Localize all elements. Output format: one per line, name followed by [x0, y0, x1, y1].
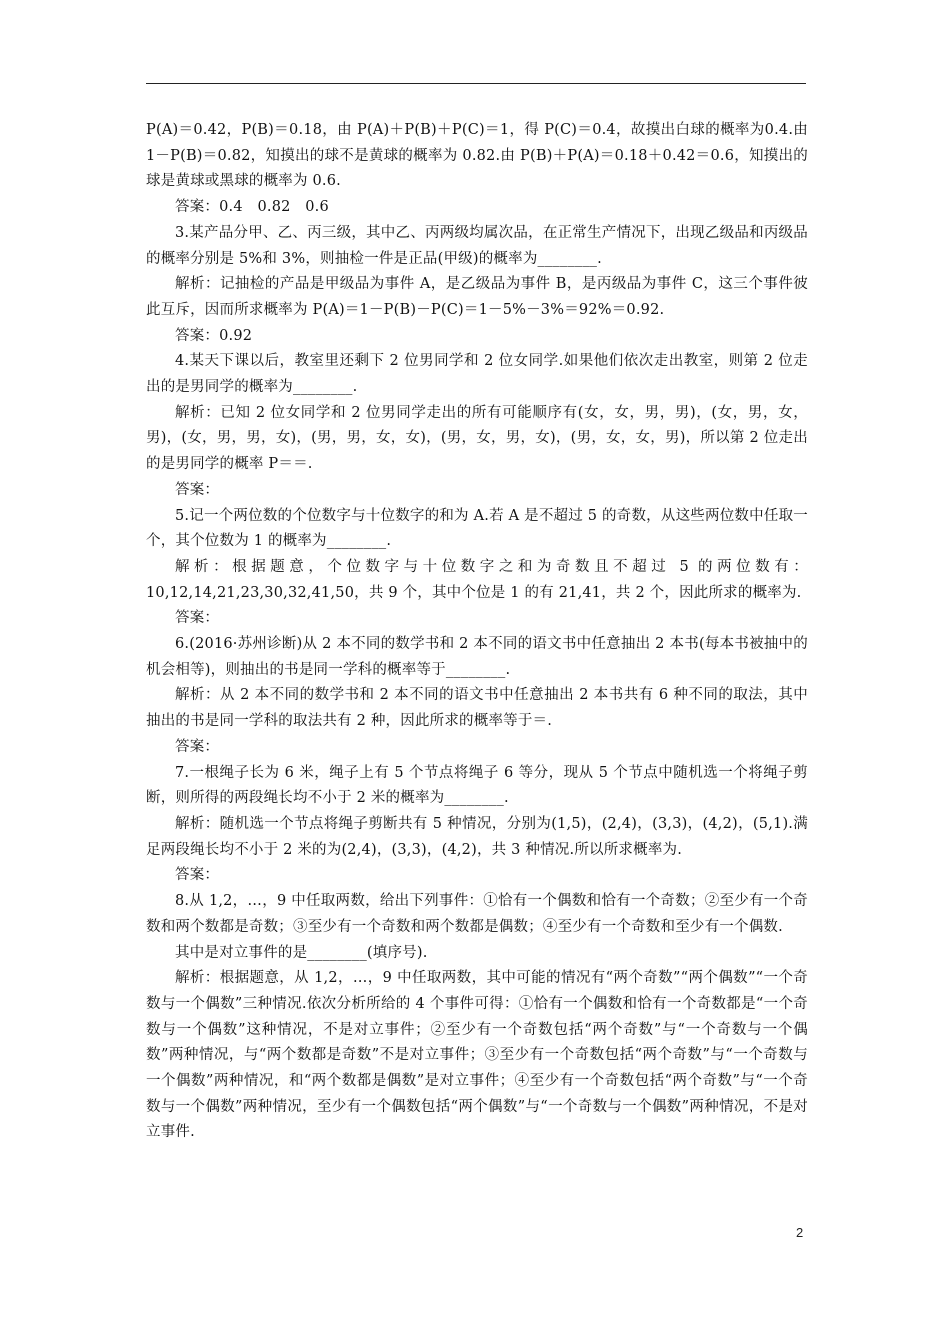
- q3-answer: 答案：0.92: [175, 327, 253, 344]
- q8-question: 8.从 1,2，…，9 中任取两数，给出下列事件：①恰有一个偶数和恰有一个奇数；②至少有一个奇数和两个数都是奇数；③至少有一个奇数和两个数都是偶数；④至少有一个奇数和至少有一个偶数.: [146, 893, 808, 935]
- q4-answer: 答案：: [175, 481, 220, 498]
- q8-solution: 解析：根据题意，从 1,2，…，9 中任取两数，其中可能的情况有“两个奇数”“两个偶数”“一个奇数与一个偶数”三种情况.依次分析所给的 4 个事件可得：①恰有一个偶数和恰有一个奇数都是“一个奇数与一个偶数”这种情况，不是对立事件；②至少有一个奇数包括“两个奇数”与“一个奇数与一个偶数”两种情况，与“两个数都是奇数”不是对立事件；③至少有一个奇数包括“两个奇数”与“一个奇数与一个偶数”两种情况，和“两个数都是偶数”是对立事件；④至少有一个奇数包括“两个奇数”与“一个奇数与一个偶数”两种情况，至少有一个偶数包括“两个偶数”与“一个奇数与一个偶数”两种情况，不是对立事件.: [146, 970, 808, 1141]
- q8-prompt: 其中是对立事件的是________(填序号).: [175, 944, 428, 961]
- q6-answer: 答案：: [175, 738, 220, 755]
- q5-solution: 解析：根据题意，个位数字与十位数字之和为奇数且不超过 5 的两位数有：10,12,14,21,23,30,32,41,50，共 9 个，其中个位是 1 的有 21,41，共 2 个，因此所求的概率为.: [146, 558, 808, 601]
- q3-question: 3.某产品分甲、乙、丙三级，其中乙、丙两级均属次品，在正常生产情况下，出现乙级品和丙级品的概率分别是 5%和 3%，则抽检一件是正品(甲级)的概率为________.: [146, 224, 808, 267]
- header-rule: [146, 83, 806, 84]
- q5-answer: 答案：: [175, 610, 220, 627]
- q3-solution: 解析：记抽检的产品是甲级品为事件 A，是乙级品为事件 B，是丙级品为事件 C，这三个事件彼此互斥，因而所求概率为 P(A)＝1－P(B)－P(C)＝1－5%－3%＝92%＝0.92.: [146, 276, 808, 318]
- q6-solution: 解析：从 2 本不同的数学书和 2 本不同的语文书中任意抽出 2 本书共有 6 种不同的取法，其中抽出的书是同一学科的取法共有 2 种，因此所求的概率等于＝.: [146, 687, 808, 730]
- q5-question: 5.记一个两位数的个位数字与十位数字的和为 A.若 A 是不超过 5 的奇数，从这些两位数中任取一个，其个位数为 1 的概率为________.: [146, 507, 808, 550]
- q6-question: 6.(2016·苏州诊断)从 2 本不同的数学书和 2 本不同的语文书中任意抽出 2 本书(每本书被抽中的机会相等)，则抽出的书是同一学科的概率等于________.: [146, 636, 808, 678]
- q4-solution: 解析：已知 2 位女同学和 2 位男同学走出的所有可能顺序有(女，女，男，男)，(女，男，女，男)，(女，男，男，女)，(男，男，女，女)，(男，女，男，女)，(男，女，女，男)，所以第 2 位走出的是男同学的概率 P＝＝.: [146, 404, 808, 473]
- q7-question: 7.一根绳子长为 6 米，绳子上有 5 个节点将绳子 6 等分，现从 5 个节点中随机选一个将绳子剪断，则所得的两段绳长均不小于 2 米的概率为________.: [146, 764, 808, 807]
- q7-answer: 答案：: [175, 867, 220, 884]
- q7-solution: 解析：随机选一个节点将绳子剪断共有 5 种情况，分别为(1,5)，(2,4)，(3,3)，(4,2)，(5,1).满足两段绳长均不小于 2 米的为(2,4)，(3,3)，(4,2)，共 3 种情况.所以所求概率为.: [146, 815, 808, 858]
- page-number: 2: [796, 1225, 804, 1240]
- page-body: [146, 118, 808, 1146]
- q4-question: 4.某天下课以后，教室里还剩下 2 位男同学和 2 位女同学.如果他们依次走出教室，则第 2 位走出的是男同学的概率为________.: [146, 353, 808, 396]
- q2-answer: 答案：0.4 0.82 0.6: [175, 199, 329, 216]
- q2-solution-continued: P(A)＝0.42，P(B)＝0.18，由 P(A)＋P(B)＋P(C)＝1，得 P(C)＝0.4，故摸出白球的概率为0.4.由 1－P(B)＝0.82，知摸出的球不是黄球的概率为 0.82.由 P(B)＋P(A)＝0.18＋0.42＝0.6，知摸出的球是黄球或黑球的概率为 0.6.: [146, 122, 808, 190]
